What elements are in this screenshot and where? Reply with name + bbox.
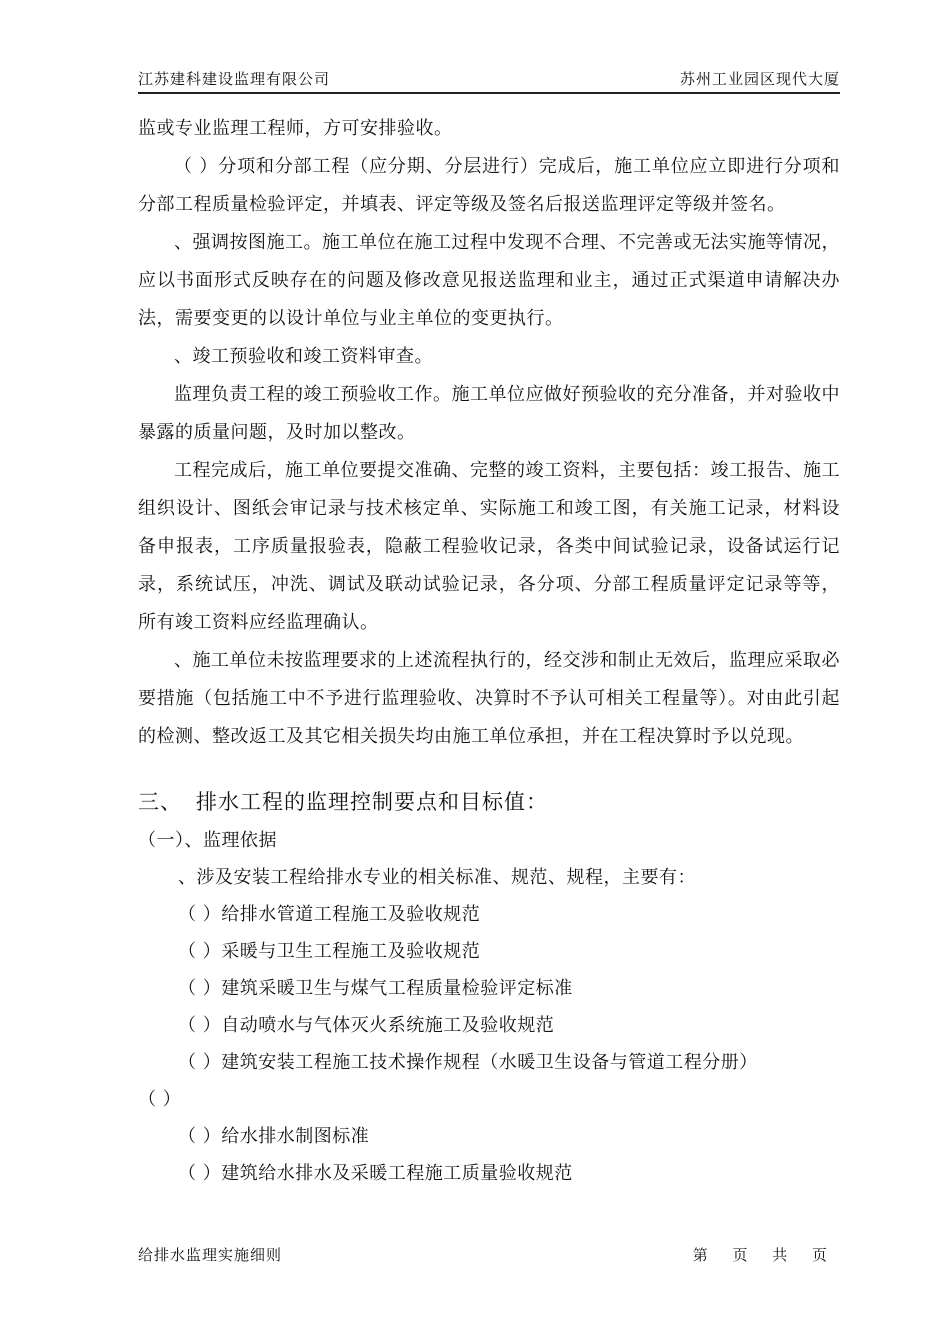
list-item: （ ）自动喷水与气体灭火系统施工及验收规范 <box>178 1015 555 1036</box>
section-number: 三、 <box>138 790 182 814</box>
page-header <box>138 66 840 94</box>
header-company: 江苏建科建设监理有限公司 <box>138 70 331 88</box>
list-item: （ ）给排水管道工程施工及验收规范 <box>178 904 481 925</box>
list-item: （ ）建筑给水排水及采暖工程施工质量验收规范 <box>178 1163 573 1184</box>
subsection-heading: （一）、监理依据 <box>138 830 277 851</box>
list-intro: 、涉及安装工程给排水专业的相关标准、规范、规程，主要有： <box>178 867 696 888</box>
paragraph: 、竣工预验收和竣工资料审查。 <box>174 346 433 367</box>
list-item: （ ）建筑安装工程施工技术操作规程（水暖卫生设备与管道工程分册） <box>178 1052 758 1073</box>
paragraph: 、施工单位未按监理要求的上述流程执行的，经交涉和制止无效后，监理应采取必要措施（包括施工中不予进行监理验收、决算时不予认可相关工程量等）。对由此引起的检测、整改返工及其它相关损失均由施工单位承担，并在工程决算时予以兑现。 <box>138 650 840 747</box>
page-footer <box>138 1244 840 1268</box>
section-heading <box>138 782 840 822</box>
list-item: （ ）建筑采暖卫生与煤气工程质量检验评定标准 <box>178 978 573 999</box>
paragraph: （ ）分项和分部工程（应分期、分层进行）完成后，施工单位应立即进行分项和分部工程质量检验评定，并填表、评定等级及签名后报送监理评定等级并签名。 <box>138 156 840 215</box>
section-title: 排水工程的监理控制要点和目标值： <box>196 790 548 814</box>
document-body <box>138 110 840 1192</box>
paragraph: 工程完成后，施工单位要提交准确、完整的竣工资料，主要包括：竣工报告、施工组织设计、图纸会审记录与技术核定单、实际施工和竣工图，有关施工记录，材料设备申报表，工序质量报验表，隐蔽工程验收记录，各类中间试验记录，设备试运行记录，系统试压，冲洗、调试及联动试验记录，各分项、分部工程质量评定记录等等，所有竣工资料应经监理确认。 <box>138 460 840 633</box>
header-project: 苏州工业园区现代大厦 <box>679 70 840 88</box>
paragraph: 、强调按图施工。施工单位在施工过程中发现不合理、不完善或无法实施等情况，应以书面形式反映存在的问题及修改意见报送监理和业主，通过正式渠道申请解决办法，需要变更的以设计单位与业主单位的变更执行。 <box>138 232 840 329</box>
list-item: （ ）采暖与卫生工程施工及验收规范 <box>178 941 481 962</box>
list-item: （ ） <box>138 1089 182 1110</box>
footer-doc-title: 给排水监理实施细则 <box>138 1246 283 1264</box>
page-number: 第 页 共 页 <box>692 1246 828 1264</box>
paragraph: 监或专业监理工程师，方可安排验收。 <box>138 118 453 139</box>
paragraph: 监理负责工程的竣工预验收工作。施工单位应做好预验收的充分准备，并对验收中暴露的质量问题，及时加以整改。 <box>138 384 840 443</box>
list-item: （ ）给水排水制图标准 <box>178 1126 370 1147</box>
